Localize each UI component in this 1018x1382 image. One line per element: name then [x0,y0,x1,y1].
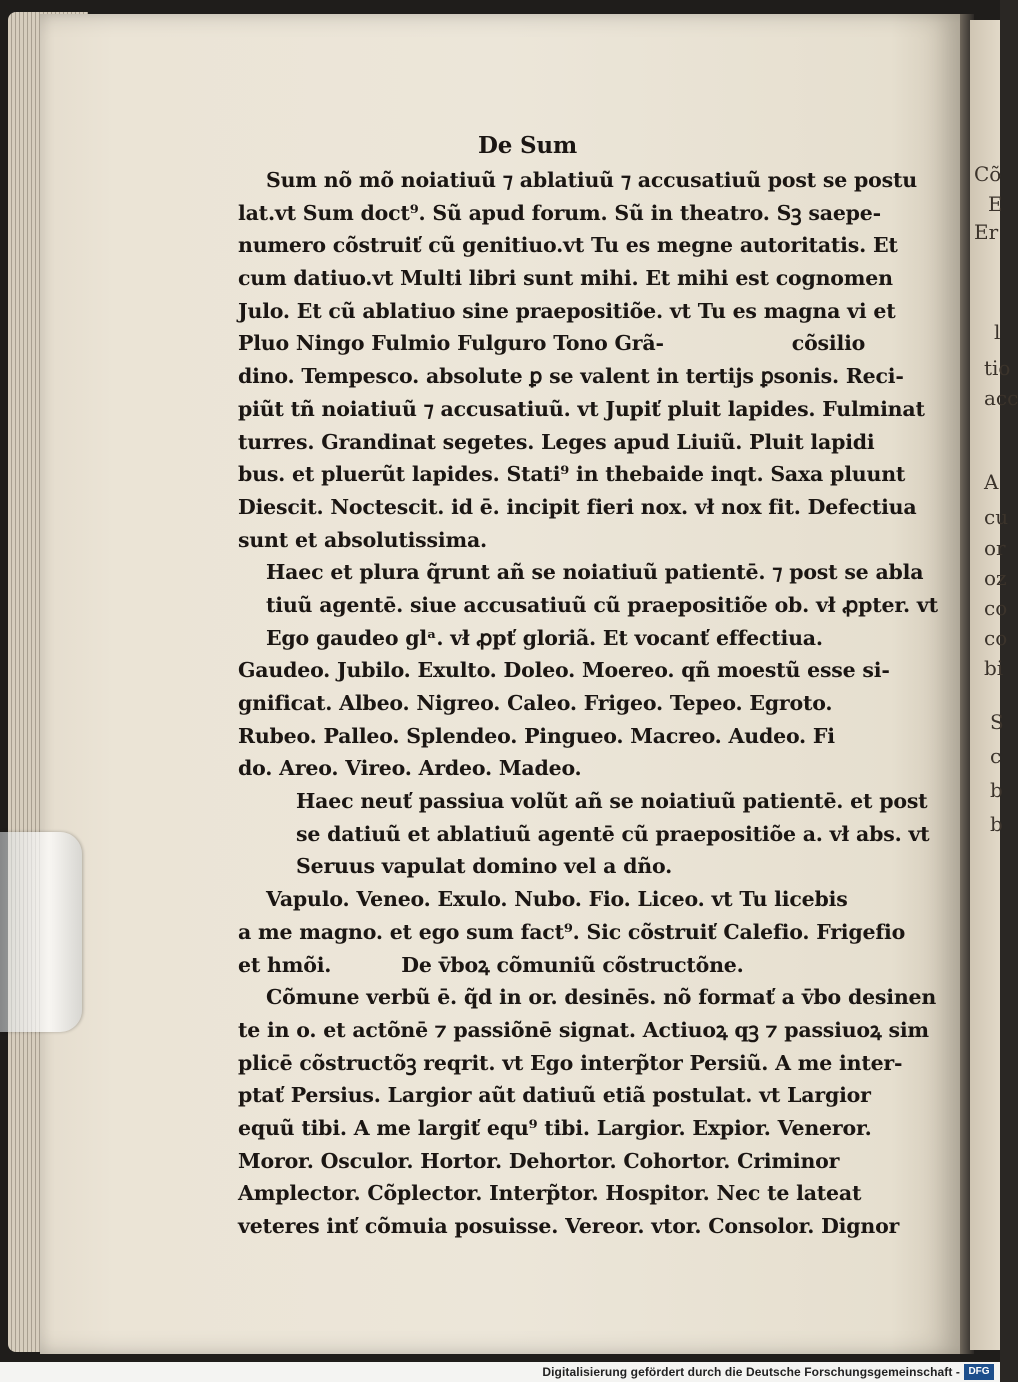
facing-text: b [990,778,1003,802]
facing-text: Cõ [974,162,1002,186]
text-line: tiuũ agentē. siue accusatiuũ cũ praepositiõe ob. vł ꝓpter. vt [266,592,938,617]
text-line: Julo. Et cũ ablatiuo sine praepositiõe. vt Tu es magna vi et [238,298,896,323]
text-line: Sum nõ mõ noiatiuũ ⁊ ablatiuũ ⁊ accusatiuũ post se postu [266,168,917,192]
text-line: Ego gaudeo glᵃ. vł ꝓpť gloriã. Et vocanť effectiua. [266,625,823,650]
text-line: Seruus vapulat domino vel a dño. [296,854,673,879]
facing-page-fragment [970,20,1018,1350]
text-line: do. Areo. Vireo. Ardeo. Madeo. [238,756,582,781]
facing-text: A [984,470,999,494]
facing-text: l [994,320,1001,344]
text-line: lat.vt Sum doct⁹. Sũ apud forum. Sũ in theatro. Sꝫ saepe- [238,200,881,225]
footer-credit: Digitalisierung gefördert durch die Deutsche Forschungsgemeinschaft - [542,1365,960,1379]
text-line: Rubeo. Palleo. Splendeo. Pingueo. Macreo. Audeo. Fi [238,723,835,748]
facing-text: c [990,744,1002,768]
text-line: Vapulo. Veneo. Exulo. Nubo. Fio. Liceo. vt Tu licebis [266,887,848,912]
text-line: Haec neuť passiua volũt añ se noiatiuũ patientē. et post [296,789,928,814]
facing-text: co [984,596,1008,620]
text-line: equũ tibi. A me largiť equ⁹ tibi. Largior. Expior. Veneror. [238,1115,872,1140]
text-line: Amplector. Cõplector. Interp̃tor. Hospitor. Nec te lateat [238,1181,862,1206]
text-line: turres. Grandinat segetes. Leges apud Liuiũ. Pluit lapidi [238,429,875,454]
text-line: Diescit. Noctescit. id ē. incipit fieri nox. vł nox fit. Defectiua [238,494,917,519]
text-line: Cõmune verbũ ē. q̃d in or. desinēs. nõ formať a v̄bo desinen [266,985,937,1010]
facing-text: co [984,626,1008,650]
facing-text: tio [984,356,1011,380]
text-line: cum datiuo.vt Multi libri sunt mihi. Et mihi est cognomen [238,266,893,291]
text-line: piũt tñ noiatiuũ ⁊ accusatiuũ. vt Jupiť pluit lapides. Fulminat [238,396,925,421]
text-line: numero cõstruiť cũ genitiuo.vt Tu es megne autoritatis. Et [238,233,898,258]
page-text [238,128,938,1243]
text-line: veteres inť cõmuia posuisse. Vereor. vtor. Consolor. Dignor [238,1214,900,1238]
facing-text: bi [984,656,1004,680]
text-fragment: cõsilio [791,331,866,356]
text-line-split [238,949,878,982]
text-line: gnificat. Albeo. Nigreo. Caleo. Frigeo. Tepeo. Egroto. [238,691,833,715]
facing-text: acc [984,386,1018,410]
facing-text: cu [984,505,1009,529]
facing-text: S [990,710,1004,734]
text-line: Moror. Osculor. Hortor. Dehortor. Cohortor. Criminor [238,1148,840,1173]
text-line: plicē cõstructõꝫ reqrit. vt Ego interp̃tor Persiũ. A me inter- [238,1050,903,1075]
text-line: bus. et pluerũt lapides. Stati⁹ in thebaide inqt. Saxa pluunt [238,462,906,487]
footer-bar [0,1362,1000,1382]
text-line: te in o. et actõnē ⁊ passiõnē signat. Actiuoꝝ qꝫ ⁊ passiuoꝝ sim [238,1017,929,1042]
page-heading: De Sum [478,132,578,159]
text-line: dino. Tempesco. absolute ꝑ se valent in tertijs ꝑsonis. Reci- [238,364,904,389]
facing-text: Er [974,220,999,244]
text-line: a me magno. et ego sum fact⁹. Sic cõstruiť Calefio. Frigefio [238,919,906,944]
facing-text: or [984,536,1006,560]
dfg-logo: DFG [964,1364,994,1380]
text-line: Haec et plura q̃runt añ se noiatiuũ patientē. ⁊ post se abla [266,560,924,585]
facing-text: b [990,812,1003,836]
page-clip [0,832,82,1032]
text-line: ptať Persius. Largior aũt datiuũ etiã postulat. vt Largior [238,1083,871,1108]
text-line: Gaudeo. Jubilo. Exulto. Doleo. Moereo. qñ moestũ esse si- [238,658,890,683]
text-line: se datiuũ et ablatiuũ agentē cũ praepositiõe a. vł abs. vt [296,821,930,846]
facing-text: oz [984,566,1007,590]
text-fragment: et hmõi. [238,952,332,977]
section-subheading: De v̄boꝝ cõmuniũ cõstructõne. [401,952,744,977]
text-line: sunt et absolutissima. [238,527,487,552]
text-fragment: Pluo Ningo Fulmio Fulguro Tono Grã- [238,331,664,356]
text-line-split [238,327,878,360]
facing-text: E [988,192,1003,216]
